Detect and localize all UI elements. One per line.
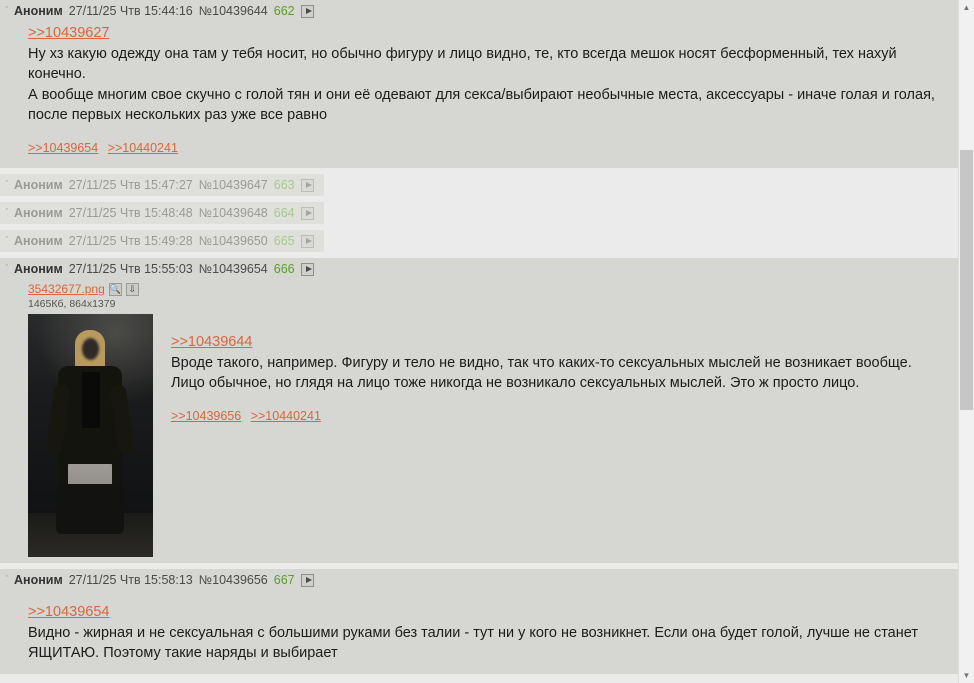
post-replies (28, 138, 949, 159)
post-date: 27/11/25 Чтв 15:49:28 (68, 234, 193, 248)
post-10439650-collapsed[interactable] (0, 230, 324, 252)
file-info (0, 279, 959, 310)
post-date: 27/11/25 Чтв 15:47:27 (68, 178, 193, 192)
download-icon[interactable]: ⇩ (126, 283, 139, 296)
post-counter: 664 (273, 206, 295, 220)
scroll-up-arrow-icon[interactable]: ▲ (959, 0, 974, 15)
post-counter: 663 (273, 178, 295, 192)
image-figure-coat-lower (56, 484, 124, 534)
file-name-link[interactable]: 35432677.png (28, 282, 105, 296)
file-meta: 1465Кб, 864x1379 (28, 298, 116, 310)
post-number[interactable]: №10439644 (198, 4, 268, 18)
post-counter: 662 (273, 4, 295, 18)
reply-arrow-icon[interactable] (301, 235, 314, 248)
post-text (153, 310, 959, 436)
post-header (0, 258, 959, 279)
post-10439656 (0, 569, 959, 674)
reply-arrow-icon[interactable] (301, 207, 314, 220)
post-date: 27/11/25 Чтв 15:44:16 (68, 4, 193, 18)
file-name-row (28, 282, 959, 296)
post-10439647-collapsed[interactable] (0, 174, 324, 196)
post-date: 27/11/25 Чтв 15:48:48 (68, 206, 193, 220)
post-paragraph: Ну хз какую одежду она там у тебя носит, но обычно фигуру и лицо видно, те, кто всегда мешок носят бесформенный, тех нахуй конечно. (28, 45, 897, 82)
scrollbar-thumb[interactable] (960, 150, 973, 410)
post-marker-icon: · (5, 259, 9, 271)
post-date: 27/11/25 Чтв 15:58:13 (68, 573, 193, 587)
collapsed-posts (0, 174, 959, 252)
quote-link[interactable]: >>10439654 (28, 604, 110, 620)
image-figure-face (82, 338, 99, 360)
post-number[interactable]: №10439650 (198, 234, 268, 248)
post-body (0, 21, 959, 168)
post-number[interactable]: №10439647 (198, 178, 268, 192)
reply-ref-link[interactable]: >>10439656 (171, 408, 242, 423)
post-counter: 666 (273, 262, 295, 276)
post-10439648-collapsed[interactable] (0, 202, 324, 224)
post-image-thumbnail[interactable] (28, 314, 153, 557)
post-number[interactable]: №10439648 (198, 206, 268, 220)
post-body (0, 310, 959, 563)
post-replies (171, 406, 949, 427)
post-counter: 665 (273, 234, 295, 248)
post-10439654 (0, 258, 959, 563)
magnifier-icon[interactable]: 🔍 (109, 283, 121, 294)
scroll-down-arrow-icon[interactable]: ▼ (959, 668, 974, 683)
post-author: Аноним (14, 206, 63, 220)
post-number[interactable]: №10439654 (198, 262, 268, 276)
reply-arrow-icon[interactable] (301, 263, 314, 276)
post-paragraph: Вроде такого, например. Фигуру и тело не видно, так что каких-то сексуальных мыслей не возникает вообще. Лицо обычное, но глядя на лицо тоже никогда не возникало сексуальных мыслей. Это ж просто лицо. (171, 354, 912, 391)
post-author: Аноним (14, 178, 63, 192)
post-marker-icon: · (5, 570, 9, 582)
post-header (0, 569, 959, 590)
post-date: 27/11/25 Чтв 15:55:03 (68, 262, 193, 276)
post-header (0, 0, 959, 21)
post-author: Аноним (14, 234, 63, 248)
reply-ref-link[interactable]: >>10440241 (107, 140, 178, 155)
vertical-scrollbar[interactable] (958, 0, 974, 683)
post-paragraph: А вообще многим свое скучно с голой тян и они её одевают для секса/выбирают необычные места, аксессуары - иначе голая и голая, после первых нескольких раз уже все равно (28, 86, 935, 123)
reply-arrow-icon[interactable] (301, 5, 314, 18)
quote-link[interactable]: >>10439644 (171, 334, 253, 350)
post-marker-icon: · (5, 1, 9, 13)
post-body (0, 590, 959, 674)
post-marker-icon: · (5, 231, 9, 243)
reply-ref-link[interactable]: >>10439654 (28, 140, 99, 155)
quote-link[interactable]: >>10439627 (28, 25, 110, 41)
reply-ref-link[interactable]: >>10440241 (250, 408, 321, 423)
reply-arrow-icon[interactable] (301, 179, 314, 192)
image-figure-shirt (82, 372, 100, 428)
post-10439644 (0, 0, 959, 168)
post-author: Аноним (14, 4, 63, 18)
post-marker-icon: · (5, 203, 9, 215)
post-marker-icon: · (5, 175, 9, 187)
post-author: Аноним (14, 262, 63, 276)
post-number[interactable]: №10439656 (198, 573, 268, 587)
post-counter: 667 (273, 573, 295, 587)
reply-arrow-icon[interactable] (301, 574, 314, 587)
post-paragraph: Видно - жирная и не сексуальная с большими руками без талии - тут ни у кого не возникнет. Если она будет голой, лучше не станет ЯЩИТАЮ. Поэтому такие наряды и выбирает (28, 624, 918, 661)
post-author: Аноним (14, 573, 63, 587)
